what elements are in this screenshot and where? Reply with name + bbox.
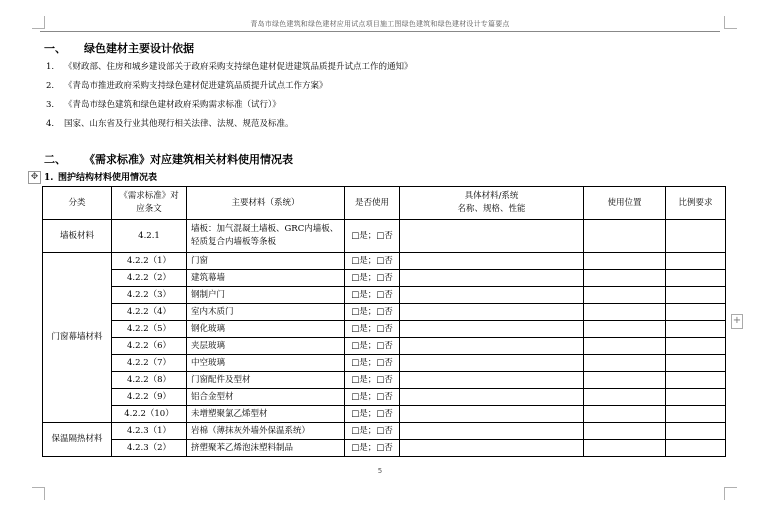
ratio-cell[interactable] [666, 389, 726, 406]
list-item-number: 1. [46, 62, 55, 72]
table-row [43, 355, 726, 372]
material-cell: 夹层玻璃 [187, 338, 345, 355]
subsection-heading [44, 170, 157, 183]
specific-cell[interactable] [400, 423, 584, 440]
used-cell[interactable]: □是；□否 [345, 304, 400, 321]
category-text: 保温隔热材料 [51, 434, 103, 444]
material-cell: 建筑幕墙 [187, 270, 345, 287]
table-row [43, 287, 726, 304]
move-icon[interactable]: ✥ [28, 171, 41, 184]
clause-cell: 4.2.1 [112, 220, 187, 253]
basis-list [46, 58, 413, 134]
specific-cell[interactable] [400, 287, 584, 304]
list-item-text: 国家、山东省及行业其他现行相关法律、法规、规范及标准。 [64, 119, 294, 129]
header-used: 是否使用 [345, 187, 400, 220]
location-cell[interactable] [584, 287, 666, 304]
material-cell: 未增塑聚氯乙烯型材 [187, 406, 345, 423]
header-specific-line1: 具体材料/系统 [464, 191, 519, 201]
location-cell[interactable] [584, 355, 666, 372]
clause-cell: 4.2.2（1） [112, 253, 187, 270]
used-cell[interactable]: □是；□否 [345, 440, 400, 457]
used-cell[interactable]: □是；□否 [345, 389, 400, 406]
section-2-heading [44, 151, 293, 167]
location-cell[interactable] [584, 220, 666, 253]
header-material: 主要材料（系统） [187, 187, 345, 220]
table-row [43, 220, 726, 253]
material-cell: 钢化玻璃 [187, 321, 345, 338]
specific-cell[interactable] [400, 270, 584, 287]
list-item-number: 2. [46, 81, 55, 91]
clause-cell: 4.2.2（5） [112, 321, 187, 338]
used-cell[interactable]: □是；□否 [345, 270, 400, 287]
header-ratio: 比例要求 [666, 187, 726, 220]
list-item-number: 3. [46, 100, 55, 110]
location-cell[interactable] [584, 321, 666, 338]
clause-cell: 4.2.2（8） [112, 372, 187, 389]
ratio-cell[interactable] [666, 440, 726, 457]
ratio-cell[interactable] [666, 270, 726, 287]
location-cell[interactable] [584, 338, 666, 355]
location-cell[interactable] [584, 253, 666, 270]
list-item [46, 77, 413, 96]
clause-cell: 4.2.2（6） [112, 338, 187, 355]
section-1-heading [44, 40, 194, 56]
clause-cell: 4.2.2（2） [112, 270, 187, 287]
material-cell: 墙板：加气混凝土墙板、GRC内墙板、轻质复合内墙板等条板 [187, 220, 345, 253]
table-row [43, 372, 726, 389]
plus-icon[interactable]: + [731, 314, 743, 329]
header-specific [400, 187, 584, 220]
specific-cell[interactable] [400, 338, 584, 355]
table-row [43, 406, 726, 423]
specific-cell[interactable] [400, 220, 584, 253]
ratio-cell[interactable] [666, 220, 726, 253]
list-item-text: 《青岛市绿色建筑和绿色建材政府采购需求标准（试行）》 [64, 100, 281, 110]
category-cell [43, 253, 112, 423]
ratio-cell[interactable] [666, 355, 726, 372]
location-cell[interactable] [584, 423, 666, 440]
location-cell[interactable] [584, 440, 666, 457]
table-header-row [43, 187, 726, 220]
list-item-text: 《财政部、住房和城乡建设部关于政府采购支持绿色建材促进建筑品质提升试点工作的通知》 [64, 62, 413, 72]
used-cell[interactable]: □是；□否 [345, 423, 400, 440]
page-number: 5 [377, 467, 383, 475]
clause-cell: 4.2.2（10） [112, 406, 187, 423]
header-specific-line2: 名称、规格、性能 [457, 204, 526, 214]
used-cell[interactable]: □是；□否 [345, 355, 400, 372]
material-cell: 门窗配件及型材 [187, 372, 345, 389]
location-cell[interactable] [584, 304, 666, 321]
list-item-text: 《青岛市推进政府采购支持绿色建材促进建筑品质提升试点工作方案》 [64, 81, 328, 91]
clause-cell: 4.2.3（1） [112, 423, 187, 440]
location-cell[interactable] [584, 372, 666, 389]
used-cell[interactable]: □是；□否 [345, 372, 400, 389]
specific-cell[interactable] [400, 304, 584, 321]
subsection-title: 围护结构材料使用情况表 [58, 173, 158, 183]
section-1-number: 一、 [44, 42, 66, 55]
section-2-title: 《需求标准》对应建筑相关材料使用情况表 [84, 153, 293, 166]
table-row [43, 338, 726, 355]
used-cell[interactable]: □是；□否 [345, 220, 400, 253]
page-header: 青岛市绿色建筑和绿色建材应用试点项目施工图绿色建筑和绿色建材设计专篇要点 [250, 20, 510, 28]
location-cell[interactable] [584, 270, 666, 287]
table-row [43, 440, 726, 457]
corner-mark-bottom-left [32, 487, 45, 500]
used-cell[interactable]: □是；□否 [345, 321, 400, 338]
table-row [43, 389, 726, 406]
specific-cell[interactable] [400, 440, 584, 457]
clause-cell: 4.2.2（4） [112, 304, 187, 321]
location-cell[interactable] [584, 406, 666, 423]
material-cell: 铝合金型材 [187, 389, 345, 406]
ratio-cell[interactable] [666, 372, 726, 389]
material-cell: 门窗 [187, 253, 345, 270]
table-row [43, 423, 726, 440]
list-item [46, 115, 413, 134]
material-cell: 室内木质门 [187, 304, 345, 321]
ratio-cell[interactable] [666, 321, 726, 338]
specific-cell[interactable] [400, 372, 584, 389]
ratio-cell[interactable] [666, 423, 726, 440]
table-row [43, 321, 726, 338]
list-item [46, 96, 413, 115]
used-cell[interactable]: □是；□否 [345, 338, 400, 355]
table-row [43, 253, 726, 270]
location-cell[interactable] [584, 389, 666, 406]
category-cell [43, 423, 112, 457]
header-category: 分类 [43, 187, 112, 220]
used-cell[interactable]: □是；□否 [345, 406, 400, 423]
category-cell: 墙板材料 [43, 220, 112, 253]
header-rule [40, 31, 720, 32]
material-cell: 挤塑聚苯乙烯泡沫塑料制品 [187, 440, 345, 457]
category-text: 门窗幕墙材料 [51, 332, 103, 342]
clause-cell: 4.2.3（2） [112, 440, 187, 457]
ratio-cell[interactable] [666, 406, 726, 423]
clause-cell: 4.2.2（3） [112, 287, 187, 304]
clause-cell: 4.2.2（7） [112, 355, 187, 372]
specific-cell[interactable] [400, 406, 584, 423]
corner-mark-top-left [32, 16, 45, 29]
specific-cell[interactable] [400, 321, 584, 338]
ratio-cell[interactable] [666, 287, 726, 304]
corner-mark-bottom-right [724, 487, 737, 500]
specific-cell[interactable] [400, 389, 584, 406]
subsection-number: 1. [44, 173, 54, 183]
material-cell: 钢制户门 [187, 287, 345, 304]
material-cell: 中空玻璃 [187, 355, 345, 372]
ratio-cell[interactable] [666, 338, 726, 355]
material-cell: 岩棉（薄抹灰外墙外保温系统） [187, 423, 345, 440]
list-item [46, 58, 413, 77]
section-1-title: 绿色建材主要设计依据 [84, 42, 194, 55]
list-item-number: 4. [46, 119, 55, 129]
clause-cell: 4.2.2（9） [112, 389, 187, 406]
ratio-cell[interactable] [666, 304, 726, 321]
table-row [43, 304, 726, 321]
used-cell[interactable]: □是；□否 [345, 287, 400, 304]
ratio-cell[interactable] [666, 253, 726, 270]
used-cell[interactable]: □是；□否 [345, 253, 400, 270]
header-clause: 《需求标准》对应条文 [112, 187, 187, 220]
materials-table [42, 186, 726, 457]
section-2-number: 二、 [44, 153, 66, 166]
corner-mark-top-right [724, 16, 737, 29]
specific-cell[interactable] [400, 355, 584, 372]
specific-cell[interactable] [400, 253, 584, 270]
header-location: 使用位置 [584, 187, 666, 220]
table-row [43, 270, 726, 287]
